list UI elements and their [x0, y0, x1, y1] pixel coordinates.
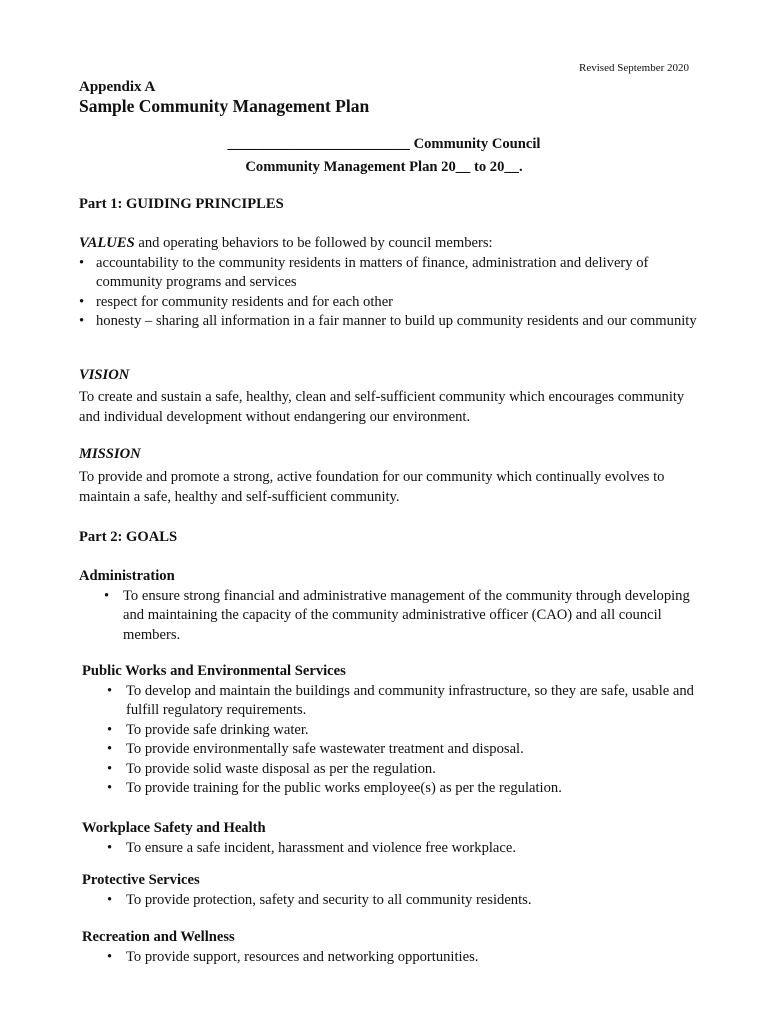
appendix-label: Appendix A [79, 79, 156, 95]
values-section [79, 234, 699, 332]
list-item: • respect for community residents and for each other [79, 293, 699, 313]
goal-list [82, 948, 702, 968]
list-item: • To ensure strong financial and administrative management of the community through developing and maintaining the capacity of the community administrative officer (CAO) and all council members. [104, 587, 690, 643]
goal-workplace-safety [82, 819, 702, 858]
goal-list [79, 587, 699, 646]
goal-recreation-wellness [82, 928, 702, 967]
goal-heading: Recreation and Wellness [82, 929, 235, 945]
goal-heading: Workplace Safety and Health [82, 820, 266, 836]
values-label: VALUES [79, 235, 135, 251]
values-intro [79, 234, 699, 254]
bullet-icon: • [107, 721, 113, 738]
bullet-icon: • [79, 293, 85, 310]
goal-list [82, 682, 702, 799]
part2-heading: Part 2: GOALS [79, 529, 178, 545]
bullet-icon: • [107, 760, 113, 777]
council-name-line: _________________________ Community Council [227, 136, 541, 152]
bullet-icon: • [107, 891, 113, 908]
values-list [79, 254, 699, 332]
list-item: • accountability to the community residents in matters of finance, administration and delivery of community programs and services [79, 254, 649, 290]
bullet-icon: • [107, 682, 113, 699]
bullet-icon: • [79, 254, 85, 271]
values-intro-text: and operating behaviors to be followed by council members: [134, 235, 493, 251]
document-title: Sample Community Management Plan [79, 96, 370, 116]
goal-heading: Public Works and Environmental Services [82, 663, 346, 679]
goal-administration [79, 567, 699, 645]
goal-list [82, 891, 702, 911]
list-item: • To develop and maintain the buildings and community infrastructure, so they are safe, usable and fulfill regulatory requirements. [107, 682, 694, 718]
plan-period-line: Community Management Plan 20__ to 20__. [245, 159, 523, 175]
list-item: • To provide training for the public works employee(s) as per the regulation. [82, 779, 702, 799]
part1-heading: Part 1: GUIDING PRINCIPLES [79, 196, 284, 212]
bullet-icon: • [104, 587, 110, 604]
bullet-icon: • [107, 839, 113, 856]
list-item: • honesty – sharing all information in a fair manner to build up community residents and our community [79, 312, 699, 332]
goal-public-works [82, 662, 702, 799]
mission-text: To provide and promote a strong, active foundation for our community which continually evolves to maintain a safe, healthy and self-sufficient community. [79, 469, 665, 505]
goal-list [82, 839, 702, 859]
goal-protective-services [82, 871, 702, 910]
revised-date: Revised September 2020 [579, 62, 689, 74]
vision-label: VISION [79, 367, 130, 383]
list-item: • To provide support, resources and networking opportunities. [82, 948, 702, 968]
list-item: • To provide environmentally safe wastewater treatment and disposal. [82, 740, 702, 760]
bullet-icon: • [107, 948, 113, 965]
bullet-icon: • [79, 313, 85, 329]
goal-heading: Administration [79, 568, 175, 584]
goal-heading: Protective Services [82, 872, 200, 888]
bullet-icon: • [107, 741, 113, 757]
list-item: • To provide safe drinking water. [82, 721, 702, 741]
list-item: • To provide solid waste disposal as per the regulation. [82, 760, 702, 780]
vision-text: To create and sustain a safe, healthy, clean and self-sufficient community which encourages community and individual development without endangering our environment. [79, 389, 685, 425]
mission-label: MISSION [79, 446, 141, 462]
bullet-icon: • [107, 780, 113, 796]
list-item: • To provide protection, safety and security to all community residents. [82, 891, 702, 911]
list-item: • To ensure a safe incident, harassment and violence free workplace. [82, 839, 702, 859]
